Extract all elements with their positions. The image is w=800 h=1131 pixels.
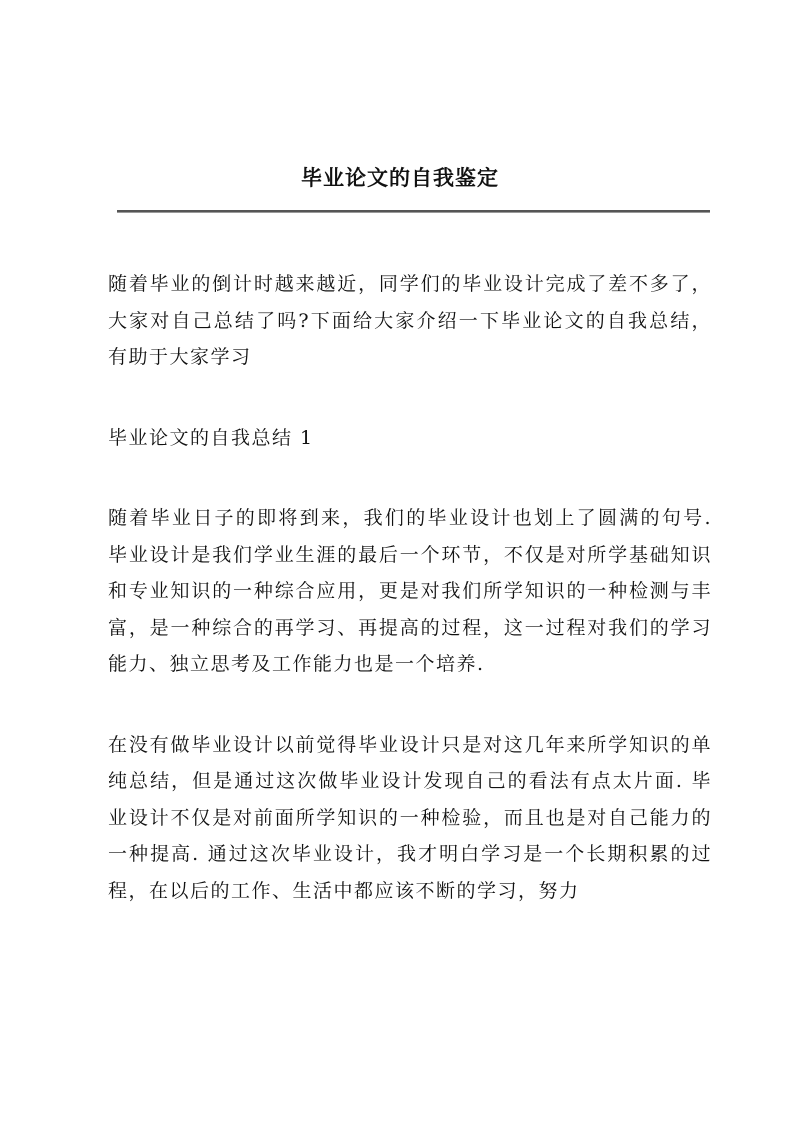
body-paragraph-2: 在没有做毕业设计以前觉得毕业设计只是对这几年来所学知识的单纯总结，但是通过这次做毕业设计发现自己的看法有点太片面. 毕业设计不仅是对前面所学知识的一种检验，而且也是对自己能力的一种提高. 通过这次毕业设计，我才明白学习是一个长期积累的过程，在以后的工作、生活中都应该不断的学习，努力: [108, 733, 712, 902]
document-body: [108, 266, 712, 909]
section-heading: 毕业论文的自我总结 1: [108, 426, 314, 449]
spacer: [108, 376, 712, 420]
spacer: [108, 456, 712, 500]
spacer: [108, 683, 712, 727]
intro-paragraph: 随着毕业的倒计时越来越近，同学们的毕业设计完成了差不多了，大家对自己总结了吗?下面给大家介绍一下毕业论文的自我总结，有助于大家学习: [108, 273, 712, 368]
page-title: 毕业论文的自我鉴定: [301, 165, 499, 190]
body-paragraph-1: 随着毕业日子的即将到来，我们的毕业设计也划上了圆满的句号. 毕业设计是我们学业生涯的最后一个环节，不仅是对所学基础知识和专业知识的一种综合应用，更是对我们所学知识的一种检测与丰富，是一种综合的再学习、再提高的过程，这一过程对我们的学习能力、独立思考及工作能力也是一个培养.: [108, 507, 712, 675]
title-divider: [117, 210, 710, 213]
